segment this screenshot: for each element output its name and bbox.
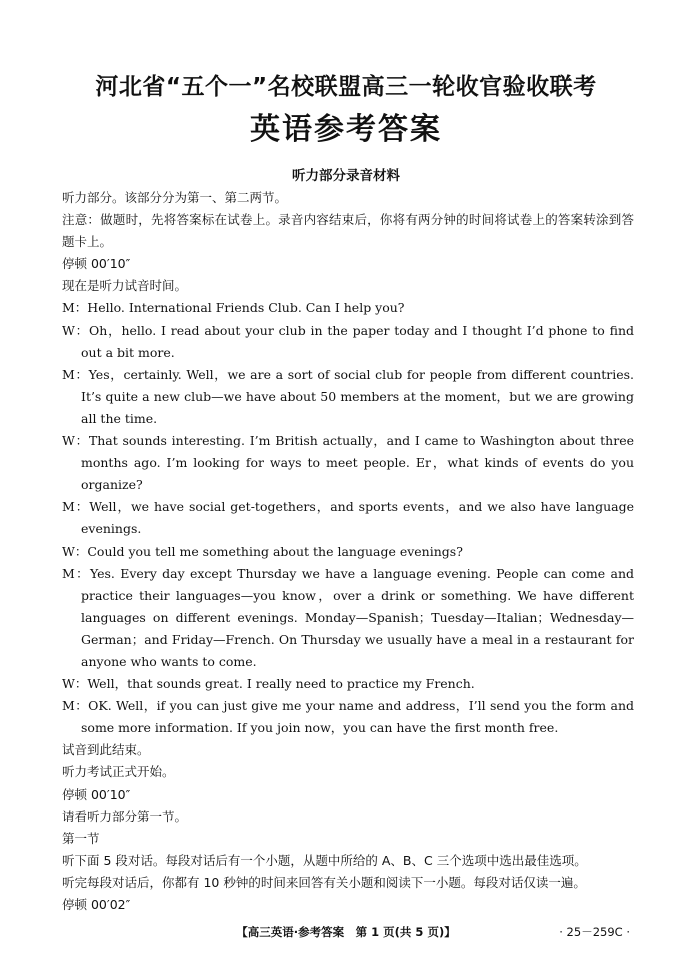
instruction-line: 听下面 5 段对话。每段对话后有一个小题，从题中所给的 A、B、C 三个选项中选出最佳选项。 bbox=[62, 852, 587, 868]
instruction-line: 注意：做题时，先将答案标在试卷上。录音内容结束后，你将有两分钟的时间将试卷上的答案转涂到答题卡上。 bbox=[62, 212, 634, 250]
section-label: 第一节 bbox=[62, 830, 100, 846]
instruction-line: 听完每段对话后，你都有 10 秒钟的时间来回答有关小题和阅读下一小题。每段对话仅读一遍。 bbox=[62, 874, 586, 890]
dialogue-line: M：Hello. International Friends Club. Can I help you? bbox=[62, 300, 405, 316]
dialogue-line: W：That sounds interesting. I’m British actually，and I came to Washington about three months ago. I’m looking for ways to meet people. Er，what kinds of events do you organize? bbox=[62, 433, 634, 493]
page-footer bbox=[0, 924, 692, 944]
footer-code: · 25－259C · bbox=[559, 925, 630, 939]
instruction-line: 听力考试正式开始。 bbox=[62, 764, 175, 780]
instruction-line: 试音到此结束。 bbox=[62, 742, 150, 758]
footer-page-info: 【高三英语·参考答案 第 1 页(共 5 页)】 bbox=[236, 925, 456, 939]
pause-line: 停顿 00′10″ bbox=[62, 786, 131, 802]
exam-title: 河北省“五个一”名校联盟高三一轮收官验收联考 bbox=[95, 74, 597, 100]
instruction-line: 请看听力部分第一节。 bbox=[62, 808, 188, 824]
dialogue-line: W：Well，that sounds great. I really need to practice my French. bbox=[62, 676, 475, 692]
pause-line: 停顿 00′10″ bbox=[62, 256, 131, 272]
instruction-line: 听力部分。该部分分为第一、第二两节。 bbox=[62, 190, 288, 205]
listening-script-body bbox=[62, 187, 634, 916]
dialogue-line: M：Yes，certainly. Well，we are a sort of social club for people from different countries. It’s quite a new club—we have about 50 members at the moment，but we are growing all the time. bbox=[62, 366, 634, 426]
dialogue-line: M：Yes. Every day except Thursday we have a language evening. People can come and practice their languages—you know，over a drink or something. We have different languages on different evenings. Monday—Spanish；Tuesday—Italian；Wednesday—German；and Friday—French. On Thursday we usually have a meal in a restaurant for anyone who wants to come. bbox=[62, 565, 634, 669]
dialogue-line: M：Well，we have social get-togethers，and sports events，and we also have language evenings. bbox=[62, 499, 634, 537]
instruction-line: 现在是听力试音时间。 bbox=[62, 278, 188, 294]
listening-script-heading: 听力部分录音材料 bbox=[292, 168, 400, 184]
dialogue-line: M：OK. Well，if you can just give me your name and address，I’ll send you the form and some more information. If you join now，you can have the first month free. bbox=[62, 698, 634, 736]
pause-line: 停顿 00′02″ bbox=[62, 897, 131, 912]
dialogue-line: W：Oh，hello. I read about your club in the paper today and I thought I’d phone to find out a bit more. bbox=[62, 322, 634, 360]
dialogue-line: W：Could you tell me something about the language evenings? bbox=[62, 543, 463, 559]
answer-key-title: 英语参考答案 bbox=[250, 112, 442, 147]
